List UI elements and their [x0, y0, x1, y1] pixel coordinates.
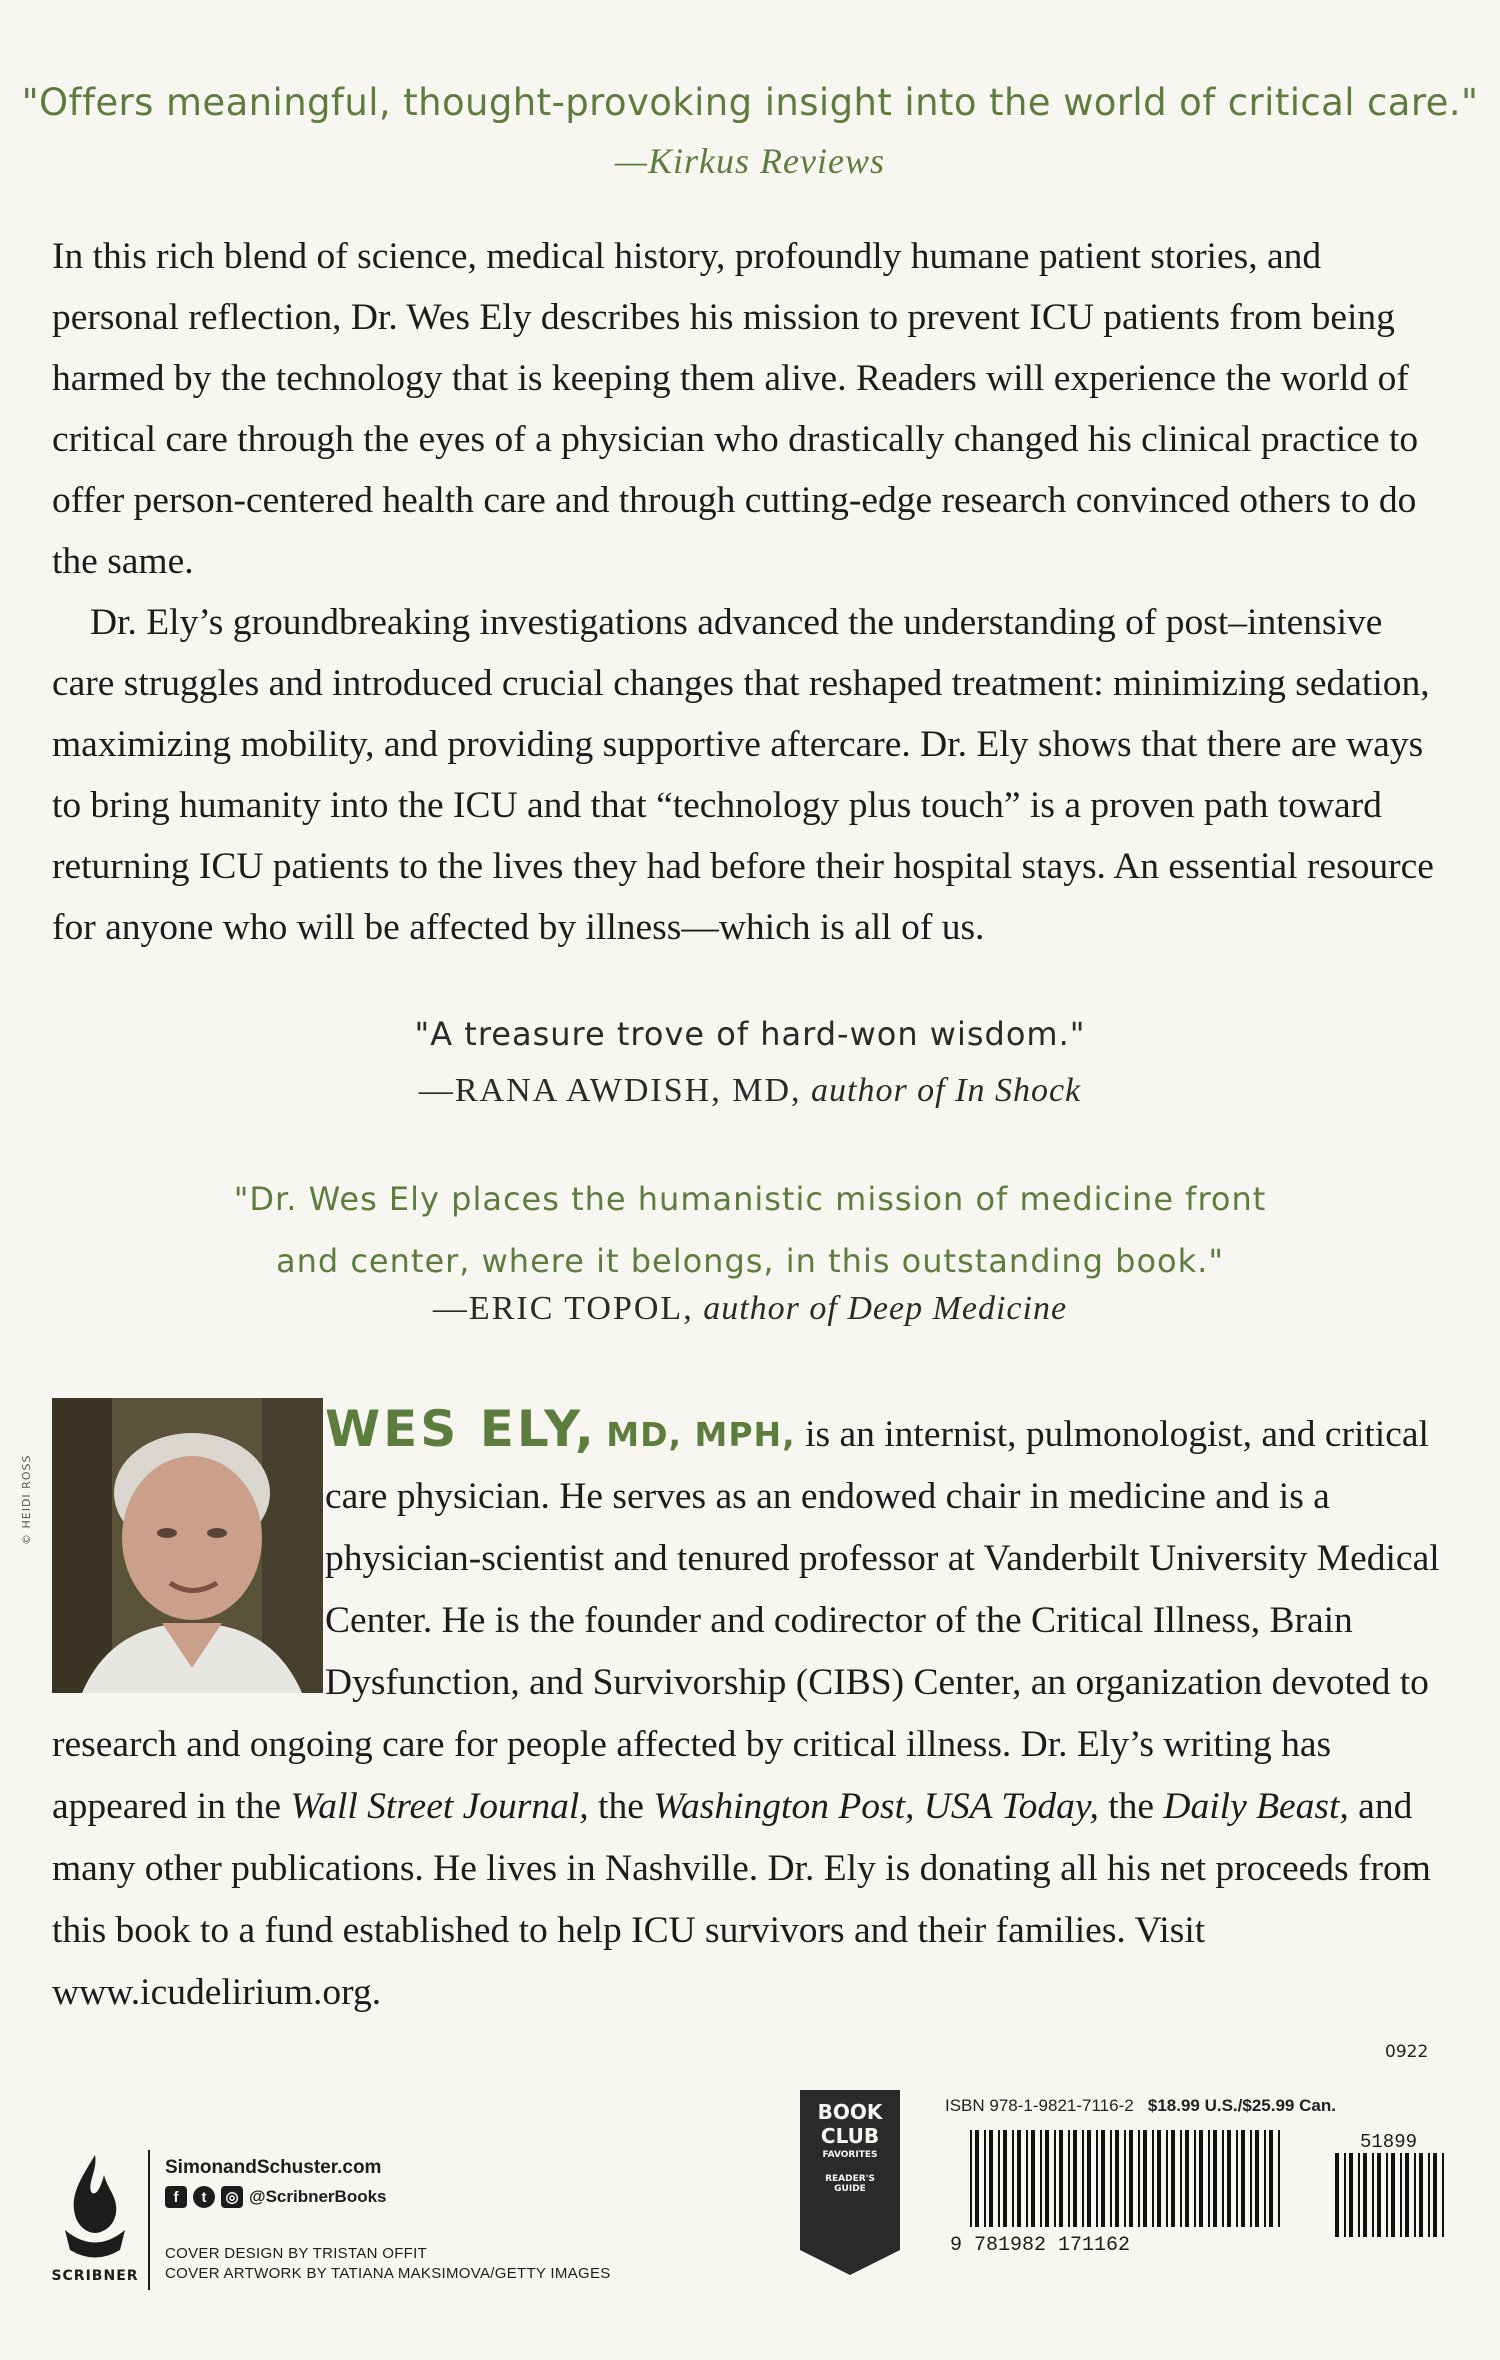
badge-line-5: GUIDE — [834, 2184, 866, 2194]
barcode-bar — [1110, 2130, 1112, 2227]
barcode-bar — [1264, 2130, 1266, 2227]
publisher-name: SCRIBNER — [51, 2268, 139, 2284]
barcode-bar — [1363, 2153, 1367, 2237]
barcode-bar — [1400, 2153, 1402, 2237]
barcode-bar — [975, 2130, 979, 2227]
barcode-bar — [1026, 2130, 1028, 2227]
barcode-bar — [1335, 2153, 1339, 2237]
awdish-quote: "A treasure trove of hard-won wisdom." — [414, 1015, 1086, 1053]
barcode-bar — [1096, 2130, 1098, 2227]
barcode-bar — [1222, 2130, 1224, 2227]
cover-credits — [165, 2244, 611, 2284]
barcode-bar — [1194, 2130, 1196, 2227]
isbn: ISBN 978-1-9821-7116-2 — [945, 2096, 1134, 2115]
badge-line-4: READER'S — [825, 2174, 875, 2184]
barcode-bar — [1012, 2130, 1014, 2227]
barcode-bar — [1208, 2130, 1210, 2227]
barcode-bar — [1040, 2130, 1042, 2227]
cover-design-credit: COVER DESIGN BY TRISTAN OFFIT — [165, 2245, 428, 2262]
barcode-bar — [1087, 2130, 1091, 2227]
barcode-bars-addon — [1335, 2153, 1444, 2237]
book-description — [52, 226, 1452, 958]
barcode-bar — [1115, 2130, 1119, 2227]
barcode-bar — [1419, 2153, 1423, 2237]
barcode-bar — [1101, 2130, 1105, 2227]
publication-wapo-usatoday: Washington Post, USA Today, — [653, 1786, 1099, 1827]
kirkus-quote: "Offers meaningful, thought-provoking insight into the world of critical care." — [21, 81, 1479, 124]
barcode-bar — [1124, 2130, 1126, 2227]
author-name: WES ELY, — [325, 1400, 597, 1458]
barcode-bar — [1082, 2130, 1084, 2227]
publication-wsj: Wall Street Journal, — [290, 1786, 589, 1827]
barcode-bar — [1073, 2130, 1077, 2227]
description-paragraph-2: Dr. Ely’s groundbreaking investigations advanced the understanding of post–intensive care struggles and introduced crucial changes that reshaped treatment: minimizing sedation, maximizing mobility, and providing supportive aftercare. Dr. Ely shows that there are ways to bring humanity into the ICU and that “technology plus touch” is a proven path toward returning ICU patients to the lives they had before their hospital stays. An essential resource for anyone who will be affected by illness—which is all of us. — [52, 602, 1434, 948]
book-club-badge-text — [800, 2100, 900, 2194]
barcode-bar — [1442, 2153, 1444, 2237]
price: $18.99 U.S./$25.99 Can. — [1147, 2096, 1336, 2115]
barcode-bar — [1278, 2130, 1280, 2227]
topol-attribution — [0, 1290, 1500, 1328]
barcode-bar — [1003, 2130, 1007, 2227]
barcode-bar — [1405, 2153, 1409, 2237]
barcode-bar — [1236, 2130, 1238, 2227]
facebook-icon: f — [165, 2186, 187, 2208]
scribner-flame-logo-icon — [40, 2145, 150, 2285]
barcode-bar — [1227, 2130, 1231, 2227]
barcode-bar — [1185, 2130, 1189, 2227]
barcode-bar — [984, 2130, 986, 2227]
barcode-bar — [998, 2130, 1000, 2227]
badge-line-2: CLUB — [820, 2124, 880, 2148]
barcode-bar — [1349, 2153, 1353, 2237]
author-credentials: MD, MPH, — [606, 1415, 796, 1454]
barcode-bar — [1045, 2130, 1049, 2227]
twitter-icon: t — [193, 2186, 215, 2208]
barcode-bar — [1171, 2130, 1175, 2227]
barcode-bar — [1386, 2153, 1388, 2237]
barcode-bar — [1255, 2130, 1259, 2227]
barcode-bar — [1129, 2130, 1133, 2227]
publisher-divider — [148, 2150, 150, 2290]
barcode-bar — [1068, 2130, 1070, 2227]
barcode-bar — [1269, 2130, 1273, 2227]
barcode-bar — [1152, 2130, 1154, 2227]
publication-daily-beast: Daily Beast, — [1163, 1786, 1349, 1827]
barcode-bar — [1180, 2130, 1182, 2227]
topol-name: —ERIC TOPOL, — [432, 1290, 694, 1327]
barcode-bar — [1391, 2153, 1395, 2237]
barcode-number: 9 781982 171162 — [950, 2234, 1131, 2255]
description-paragraph-1: In this rich blend of science, medical history, profoundly humane patient stories, and personal reflection, Dr. Wes Ely describes his mission to prevent ICU patients from being harmed by the technology that is keeping them alive. Readers will experience the world of critical care through the eyes of a physician who drastically changed his clinical practice to offer person-centered health care and through cutting-edge research convinced others to do the same. — [52, 236, 1419, 582]
topol-quote-line-2: and center, where it belongs, in this outstanding book." — [275, 1242, 1225, 1280]
bio-text-3: the — [1108, 1786, 1155, 1827]
author-bio — [52, 1398, 1452, 2024]
isbn-price-line — [945, 2096, 1336, 2116]
barcode-bar — [1157, 2130, 1161, 2227]
barcode — [940, 2125, 1450, 2255]
instagram-icon: ◎ — [221, 2186, 243, 2208]
barcode-bar — [989, 2130, 993, 2227]
topol-quote-line-1: "Dr. Wes Ely places the humanistic mission of medicine front — [233, 1180, 1267, 1218]
print-code: 0922 — [1385, 2042, 1429, 2062]
barcode-bar — [1054, 2130, 1056, 2227]
price-code: 51899 — [1360, 2131, 1418, 2153]
social-links — [165, 2186, 387, 2208]
barcode-bar — [1372, 2153, 1374, 2237]
bio-text-1: is an internist, pulmonologist, and critical care physician. He serves as an endowed chair in medicine and is a physician-scientist and tenured professor at Vanderbilt University Medical Center. He is the founder and codirector of the Critical Illness, Brain Dysfunction, and Survivorship (CIBS) Center, an organization devoted to research and ongoing care for people affected by critical illness. Dr. Ely’s writing has appeared in the — [52, 1414, 1440, 1827]
bio-text-4: and many other publications. He lives in Nashville. Dr. Ely is donating all his net proceeds from this book to a fund established to help ICU survivors and their families. Visit www.icudelirium.org. — [52, 1786, 1431, 2013]
barcode-bar — [1213, 2130, 1217, 2227]
awdish-role: author of In Shock — [811, 1072, 1082, 1109]
bio-text-2: the — [598, 1786, 644, 1827]
barcode-bar — [1358, 2153, 1360, 2237]
awdish-name: —RANA AWDISH, MD, — [418, 1072, 802, 1109]
barcode-bar — [1433, 2153, 1437, 2237]
barcode-bar — [1166, 2130, 1168, 2227]
barcode-bar — [1031, 2130, 1035, 2227]
awdish-attribution — [0, 1072, 1500, 1110]
badge-line-3: FAVORITES — [822, 2150, 878, 2160]
bio-photo-spacer — [52, 1398, 325, 1708]
badge-line-1: BOOK — [817, 2100, 883, 2124]
barcode-bar — [1414, 2153, 1416, 2237]
topol-quote — [0, 1168, 1500, 1292]
barcode-bar — [1241, 2130, 1245, 2227]
barcode-bar — [1344, 2153, 1346, 2237]
barcode-bar — [1250, 2130, 1252, 2227]
social-handle: @ScribnerBooks — [249, 2187, 387, 2206]
barcode-bar — [1138, 2130, 1140, 2227]
topol-role: author of Deep Medicine — [703, 1290, 1068, 1327]
publisher-website: SimonandSchuster.com — [165, 2157, 382, 2178]
barcode-bars-main — [970, 2130, 1280, 2227]
barcode-bar — [1428, 2153, 1430, 2237]
barcode-bar — [1059, 2130, 1063, 2227]
barcode-bar — [1377, 2153, 1381, 2237]
cover-artwork-credit: COVER ARTWORK BY TATIANA MAKSIMOVA/GETTY IMAGES — [165, 2265, 611, 2282]
barcode-bar — [1199, 2130, 1203, 2227]
photo-credit: © HEIDI ROSS — [20, 1454, 33, 1545]
barcode-bar — [1017, 2130, 1021, 2227]
barcode-bar — [970, 2130, 972, 2227]
barcode-bar — [1143, 2130, 1147, 2227]
kirkus-attribution: —Kirkus Reviews — [615, 141, 885, 181]
